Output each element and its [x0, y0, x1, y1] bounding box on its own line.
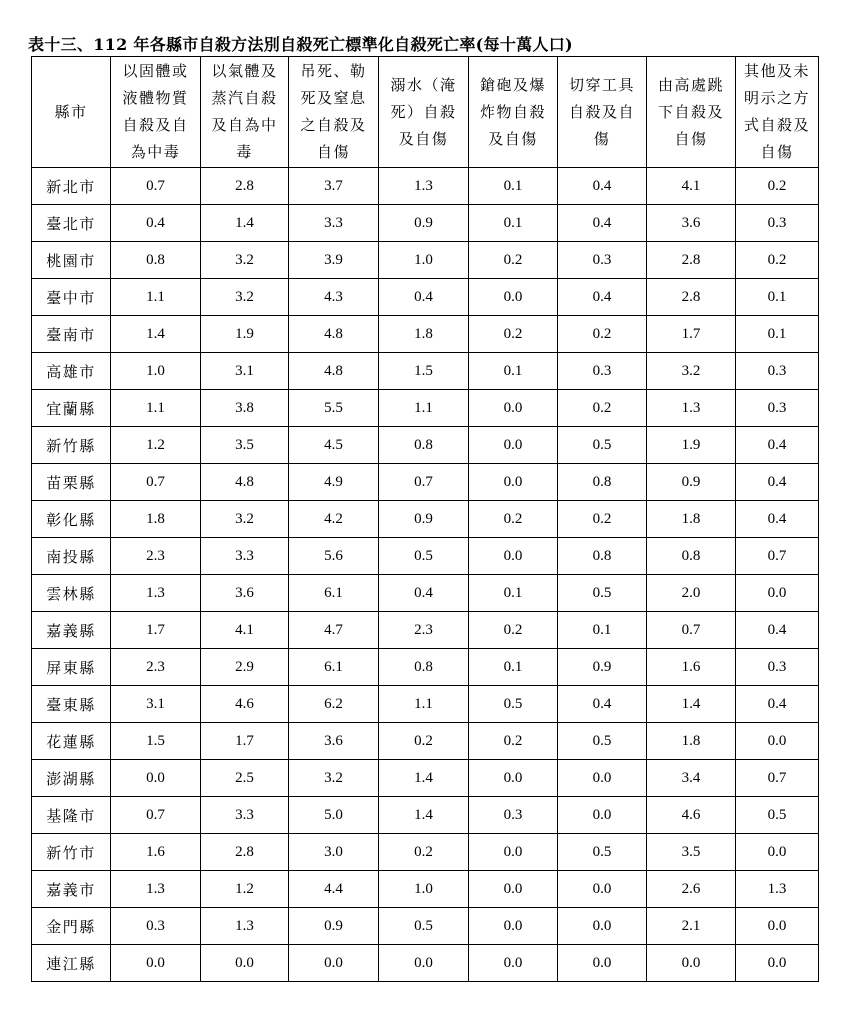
- rate-value-cell: 6.1: [289, 575, 379, 612]
- rate-value-cell: 0.5: [736, 797, 819, 834]
- rate-value-cell: 0.5: [379, 538, 469, 575]
- county-name-cell: 南投縣: [32, 538, 111, 575]
- rate-value-cell: 4.9: [289, 464, 379, 501]
- column-header-method-6: [558, 57, 647, 168]
- rate-value-cell: 0.7: [647, 612, 736, 649]
- rate-value-cell: 1.5: [379, 353, 469, 390]
- rate-value-cell: 0.0: [469, 945, 558, 982]
- county-name-cell: 嘉義縣: [32, 612, 111, 649]
- rate-value-cell: 1.4: [111, 316, 201, 353]
- rate-value-cell: 1.8: [111, 501, 201, 538]
- rate-value-cell: 3.2: [201, 242, 289, 279]
- rate-value-cell: 0.5: [558, 834, 647, 871]
- rate-value-cell: 0.0: [558, 797, 647, 834]
- rate-value-cell: 1.3: [111, 575, 201, 612]
- column-header-line: 切穿工具: [568, 75, 635, 94]
- rate-value-cell: 0.4: [736, 464, 819, 501]
- rate-value-cell: 6.1: [289, 649, 379, 686]
- rate-value-cell: 0.0: [469, 427, 558, 464]
- rate-value-cell: 3.2: [647, 353, 736, 390]
- rate-value-cell: 0.7: [111, 797, 201, 834]
- rate-value-cell: 3.1: [201, 353, 289, 390]
- rate-value-cell: 0.4: [558, 168, 647, 205]
- column-header-line: 其他及未: [743, 62, 810, 80]
- rate-value-cell: 1.7: [647, 316, 736, 353]
- rate-value-cell: 0.0: [469, 908, 558, 945]
- rate-value-cell: 4.6: [647, 797, 736, 834]
- rate-value-cell: 0.3: [111, 908, 201, 945]
- rate-value-cell: 0.2: [469, 242, 558, 279]
- rate-value-cell: 1.6: [111, 834, 201, 871]
- county-name-cell: 新北市: [32, 168, 111, 205]
- rate-value-cell: 0.4: [111, 205, 201, 242]
- rate-value-cell: 5.5: [289, 390, 379, 427]
- column-header-line: 蒸汽自殺: [211, 89, 278, 107]
- table-row: [32, 427, 819, 464]
- rate-value-cell: 0.8: [558, 538, 647, 575]
- column-header-line: 為中毒: [130, 143, 181, 161]
- rate-value-cell: 3.0: [289, 834, 379, 871]
- rate-value-cell: 1.2: [201, 871, 289, 908]
- county-name-cell: 臺北市: [32, 205, 111, 242]
- county-name-cell: 連江縣: [32, 945, 111, 982]
- column-header-line: 及自傷: [398, 129, 449, 148]
- rate-value-cell: 0.8: [558, 464, 647, 501]
- table-row: [32, 649, 819, 686]
- rate-value-cell: 0.0: [469, 279, 558, 316]
- rate-value-cell: 0.1: [469, 205, 558, 242]
- rate-value-cell: 0.4: [736, 427, 819, 464]
- rate-value-cell: 3.6: [647, 205, 736, 242]
- rate-value-cell: 6.2: [289, 686, 379, 723]
- rate-value-cell: 1.1: [379, 686, 469, 723]
- rate-value-cell: 0.0: [201, 945, 289, 982]
- column-header-line: 自傷: [316, 143, 350, 161]
- rate-value-cell: 4.5: [289, 427, 379, 464]
- table-body: [32, 168, 819, 982]
- rate-value-cell: 0.0: [647, 945, 736, 982]
- rate-value-cell: 0.8: [647, 538, 736, 575]
- column-header-line: 炸物自殺: [479, 102, 546, 121]
- table-row: [32, 908, 819, 945]
- rate-value-cell: 0.9: [379, 501, 469, 538]
- rate-value-cell: 0.0: [736, 945, 819, 982]
- rate-value-cell: 0.2: [469, 723, 558, 760]
- table-row: [32, 612, 819, 649]
- rate-value-cell: 1.0: [111, 353, 201, 390]
- rate-value-cell: 2.0: [647, 575, 736, 612]
- table-row: [32, 686, 819, 723]
- table-row: [32, 390, 819, 427]
- table-row: [32, 760, 819, 797]
- county-name-cell: 金門縣: [32, 908, 111, 945]
- rate-value-cell: 0.0: [736, 908, 819, 945]
- rate-value-cell: 0.4: [736, 501, 819, 538]
- table-row: [32, 279, 819, 316]
- rate-value-cell: 1.4: [647, 686, 736, 723]
- rate-value-cell: 1.0: [379, 242, 469, 279]
- column-header-line: 自傷: [674, 129, 708, 148]
- rate-value-cell: 0.0: [469, 760, 558, 797]
- rate-value-cell: 2.8: [647, 279, 736, 316]
- rate-value-cell: 3.3: [201, 538, 289, 575]
- column-header-line: 自殺及自: [568, 102, 635, 121]
- column-header-line: 吊死、勒: [300, 62, 367, 80]
- column-header-method-7: [647, 57, 736, 168]
- rate-value-cell: 0.0: [558, 871, 647, 908]
- column-header-line: 式自殺及: [743, 116, 810, 134]
- rate-value-cell: 0.5: [469, 686, 558, 723]
- column-header-line: 以氣體及: [211, 62, 278, 80]
- rate-value-cell: 3.5: [647, 834, 736, 871]
- rate-value-cell: 0.9: [558, 649, 647, 686]
- rate-value-cell: 1.4: [201, 205, 289, 242]
- column-header-line: 以固體或: [122, 62, 189, 80]
- rate-value-cell: 1.8: [647, 501, 736, 538]
- rate-value-cell: 3.2: [201, 279, 289, 316]
- rate-value-cell: 1.1: [111, 279, 201, 316]
- rate-value-cell: 0.5: [558, 723, 647, 760]
- county-name-cell: 嘉義市: [32, 871, 111, 908]
- rate-value-cell: 0.2: [558, 316, 647, 353]
- rate-value-cell: 1.9: [647, 427, 736, 464]
- rate-value-cell: 0.4: [736, 612, 819, 649]
- column-header-line: 死）自殺: [390, 102, 457, 121]
- rate-value-cell: 0.4: [558, 686, 647, 723]
- table-row: [32, 834, 819, 871]
- rate-value-cell: 4.8: [289, 316, 379, 353]
- rate-value-cell: 0.4: [558, 279, 647, 316]
- column-header-line: 下自殺及: [657, 102, 724, 121]
- county-name-cell: 雲林縣: [32, 575, 111, 612]
- county-name-cell: 澎湖縣: [32, 760, 111, 797]
- column-header-method-2: [201, 57, 289, 168]
- rate-value-cell: 0.7: [111, 168, 201, 205]
- county-name-cell: 屏東縣: [32, 649, 111, 686]
- column-header-line: 由高處跳: [657, 75, 724, 94]
- rate-value-cell: 1.1: [111, 390, 201, 427]
- header-row: [32, 57, 819, 168]
- rate-value-cell: 0.8: [379, 427, 469, 464]
- rate-value-cell: 1.1: [379, 390, 469, 427]
- rate-value-cell: 0.0: [558, 908, 647, 945]
- rate-value-cell: 0.2: [469, 501, 558, 538]
- rate-value-cell: 0.2: [379, 723, 469, 760]
- column-header-county: [32, 57, 111, 168]
- rate-value-cell: 0.1: [736, 316, 819, 353]
- rate-value-cell: 0.0: [111, 945, 201, 982]
- column-header-line: 液體物質: [122, 89, 189, 107]
- rate-value-cell: 0.7: [379, 464, 469, 501]
- rate-value-cell: 0.1: [558, 612, 647, 649]
- column-header-method-5: [469, 57, 558, 168]
- column-header-method-8: [736, 57, 819, 168]
- county-name-cell: 臺南市: [32, 316, 111, 353]
- rate-value-cell: 0.0: [469, 538, 558, 575]
- rate-value-cell: 1.0: [379, 871, 469, 908]
- rate-value-cell: 0.3: [736, 390, 819, 427]
- rate-value-cell: 0.3: [736, 353, 819, 390]
- rate-value-cell: 2.1: [647, 908, 736, 945]
- rate-value-cell: 0.2: [736, 168, 819, 205]
- rate-value-cell: 1.8: [379, 316, 469, 353]
- rate-value-cell: 0.0: [558, 760, 647, 797]
- rate-value-cell: 3.2: [201, 501, 289, 538]
- rate-value-cell: 3.4: [647, 760, 736, 797]
- rate-value-cell: 1.3: [379, 168, 469, 205]
- rate-value-cell: 4.3: [289, 279, 379, 316]
- rate-value-cell: 0.8: [111, 242, 201, 279]
- rate-value-cell: 0.2: [558, 501, 647, 538]
- rate-value-cell: 0.2: [558, 390, 647, 427]
- rate-value-cell: 2.8: [647, 242, 736, 279]
- county-name-cell: 新竹縣: [32, 427, 111, 464]
- rate-value-cell: 1.3: [736, 871, 819, 908]
- rate-value-cell: 2.3: [379, 612, 469, 649]
- rate-value-cell: 0.4: [379, 279, 469, 316]
- county-name-cell: 苗栗縣: [32, 464, 111, 501]
- rate-value-cell: 1.3: [111, 871, 201, 908]
- suicide-rate-table: [31, 56, 819, 982]
- rate-value-cell: 0.1: [469, 649, 558, 686]
- rate-value-cell: 0.1: [469, 353, 558, 390]
- rate-value-cell: 0.0: [289, 945, 379, 982]
- rate-value-cell: 1.3: [647, 390, 736, 427]
- column-header-line: 及自傷: [488, 129, 538, 148]
- table-row: [32, 871, 819, 908]
- rate-value-cell: 4.2: [289, 501, 379, 538]
- rate-value-cell: 1.2: [111, 427, 201, 464]
- table-title: 表十三、112 年各縣市自殺方法別自殺死亡標準化自殺死亡率(每十萬人口): [28, 35, 573, 54]
- rate-value-cell: 0.1: [469, 168, 558, 205]
- column-header-line: 縣市: [54, 102, 88, 121]
- table-row: [32, 945, 819, 982]
- rate-value-cell: 0.8: [379, 649, 469, 686]
- rate-value-cell: 3.3: [201, 797, 289, 834]
- rate-value-cell: 3.2: [289, 760, 379, 797]
- county-name-cell: 新竹市: [32, 834, 111, 871]
- table-row: [32, 242, 819, 279]
- rate-value-cell: 0.7: [736, 538, 819, 575]
- rate-value-cell: 4.4: [289, 871, 379, 908]
- column-header-line: 鎗砲及爆: [479, 75, 546, 94]
- rate-value-cell: 4.1: [201, 612, 289, 649]
- column-header-line: 及自為中: [211, 116, 278, 134]
- county-name-cell: 桃園市: [32, 242, 111, 279]
- county-name-cell: 基隆市: [32, 797, 111, 834]
- rate-value-cell: 0.3: [736, 205, 819, 242]
- rate-value-cell: 1.3: [201, 908, 289, 945]
- rate-value-cell: 0.5: [558, 575, 647, 612]
- rate-value-cell: 3.5: [201, 427, 289, 464]
- rate-value-cell: 1.8: [647, 723, 736, 760]
- rate-value-cell: 0.9: [379, 205, 469, 242]
- rate-value-cell: 0.4: [736, 686, 819, 723]
- rate-value-cell: 0.3: [558, 353, 647, 390]
- rate-value-cell: 3.9: [289, 242, 379, 279]
- county-name-cell: 彰化縣: [32, 501, 111, 538]
- table-row: [32, 353, 819, 390]
- column-header-line: 自殺及自: [122, 116, 189, 134]
- rate-value-cell: 2.8: [201, 168, 289, 205]
- rate-value-cell: 0.0: [469, 834, 558, 871]
- rate-value-cell: 2.5: [201, 760, 289, 797]
- rate-value-cell: 0.0: [469, 871, 558, 908]
- rate-value-cell: 0.4: [379, 575, 469, 612]
- rate-value-cell: 0.0: [736, 723, 819, 760]
- rate-value-cell: 2.9: [201, 649, 289, 686]
- rate-value-cell: 0.2: [469, 612, 558, 649]
- rate-value-cell: 0.0: [111, 760, 201, 797]
- rate-value-cell: 0.7: [736, 760, 819, 797]
- rate-value-cell: 3.1: [111, 686, 201, 723]
- rate-value-cell: 2.6: [647, 871, 736, 908]
- rate-value-cell: 1.9: [201, 316, 289, 353]
- rate-value-cell: 0.9: [289, 908, 379, 945]
- rate-value-cell: 1.4: [379, 760, 469, 797]
- rate-value-cell: 0.0: [736, 834, 819, 871]
- column-header-line: 自傷: [760, 143, 794, 161]
- table-row: [32, 168, 819, 205]
- column-header-line: 明示之方: [743, 89, 810, 107]
- county-name-cell: 宜蘭縣: [32, 390, 111, 427]
- rate-value-cell: 4.8: [289, 353, 379, 390]
- rate-value-cell: 0.3: [736, 649, 819, 686]
- rate-value-cell: 3.6: [289, 723, 379, 760]
- column-header-line: 傷: [593, 129, 611, 148]
- table-row: [32, 538, 819, 575]
- column-header-method-3: [289, 57, 379, 168]
- rate-value-cell: 1.6: [647, 649, 736, 686]
- rate-value-cell: 2.8: [201, 834, 289, 871]
- rate-value-cell: 0.4: [558, 205, 647, 242]
- rate-value-cell: 3.3: [289, 205, 379, 242]
- column-header-line: 毒: [236, 143, 253, 161]
- rate-value-cell: 1.7: [111, 612, 201, 649]
- column-header-line: 死及窒息: [300, 89, 367, 107]
- county-name-cell: 高雄市: [32, 353, 111, 390]
- rate-value-cell: 4.7: [289, 612, 379, 649]
- table-row: [32, 797, 819, 834]
- rate-value-cell: 0.0: [379, 945, 469, 982]
- rate-value-cell: 0.0: [469, 464, 558, 501]
- rate-value-cell: 0.2: [379, 834, 469, 871]
- rate-value-cell: 0.1: [469, 575, 558, 612]
- rate-value-cell: 2.3: [111, 538, 201, 575]
- rate-value-cell: 3.7: [289, 168, 379, 205]
- rate-value-cell: 5.6: [289, 538, 379, 575]
- rate-value-cell: 0.5: [558, 427, 647, 464]
- rate-value-cell: 1.7: [201, 723, 289, 760]
- rate-value-cell: 0.3: [558, 242, 647, 279]
- county-name-cell: 花蓮縣: [32, 723, 111, 760]
- column-header-line: 之自殺及: [300, 116, 367, 134]
- rate-value-cell: 4.1: [647, 168, 736, 205]
- table-row: [32, 723, 819, 760]
- rate-value-cell: 1.5: [111, 723, 201, 760]
- table-row: [32, 316, 819, 353]
- rate-value-cell: 0.3: [469, 797, 558, 834]
- rate-value-cell: 4.8: [201, 464, 289, 501]
- column-header-method-4: [379, 57, 469, 168]
- county-name-cell: 臺中市: [32, 279, 111, 316]
- rate-value-cell: 0.1: [736, 279, 819, 316]
- table-row: [32, 464, 819, 501]
- table-row: [32, 575, 819, 612]
- rate-value-cell: 5.0: [289, 797, 379, 834]
- rate-value-cell: 1.4: [379, 797, 469, 834]
- rate-value-cell: 0.0: [558, 945, 647, 982]
- table-row: [32, 205, 819, 242]
- rate-value-cell: 4.6: [201, 686, 289, 723]
- table-row: [32, 501, 819, 538]
- rate-value-cell: 0.0: [736, 575, 819, 612]
- county-name-cell: 臺東縣: [32, 686, 111, 723]
- rate-value-cell: 0.0: [469, 390, 558, 427]
- rate-value-cell: 3.6: [201, 575, 289, 612]
- column-header-method-1: [111, 57, 201, 168]
- rate-value-cell: 0.2: [736, 242, 819, 279]
- rate-value-cell: 0.5: [379, 908, 469, 945]
- rate-value-cell: 0.2: [469, 316, 558, 353]
- rate-value-cell: 0.9: [647, 464, 736, 501]
- column-header-line: 溺水（淹: [390, 75, 457, 94]
- rate-value-cell: 0.7: [111, 464, 201, 501]
- rate-value-cell: 2.3: [111, 649, 201, 686]
- rate-value-cell: 3.8: [201, 390, 289, 427]
